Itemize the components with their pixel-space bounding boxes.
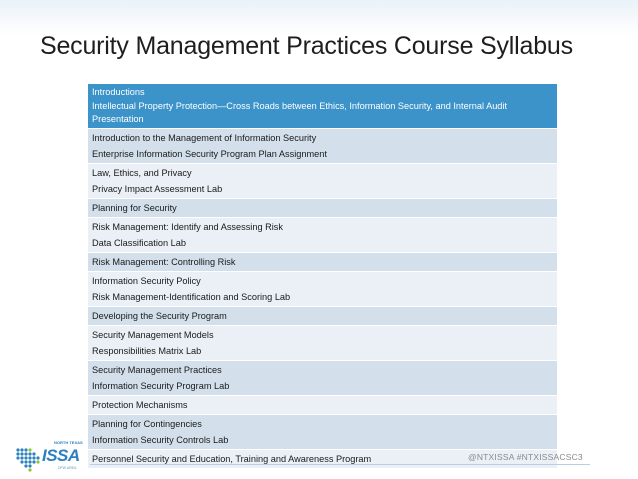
syllabus-row-line: Introductions (92, 87, 145, 97)
syllabus-row-line: Privacy Impact Assessment Lab (92, 183, 223, 194)
syllabus-row-line: Law, Ethics, and Privacy (92, 167, 192, 178)
syllabus-row (88, 415, 557, 450)
syllabus-row-line: Information Security Program Lab (92, 380, 230, 391)
logo-bottom-text: DFW AREA (58, 466, 77, 470)
syllabus-row-line: Risk Management: Identify and Assessing Risk (92, 221, 283, 232)
issa-logo (14, 440, 83, 476)
syllabus-row (88, 218, 557, 253)
syllabus-row-line: Risk Management-Identification and Scoring Lab (92, 291, 291, 302)
syllabus-row-line: Responsibilities Matrix Lab (92, 345, 202, 356)
syllabus-row-line: Enterprise Information Security Program Plan Assignment (92, 148, 327, 159)
top-gradient-band (0, 0, 638, 36)
syllabus-row (88, 199, 557, 218)
syllabus-row-line: Developing the Security Program (92, 310, 227, 321)
syllabus-row-line: Planning for Security (92, 202, 177, 213)
syllabus-row-line: Protection Mechanisms (92, 399, 188, 410)
syllabus-row-line: Information Security Controls Lab (92, 434, 229, 445)
syllabus-row-line: Information Security Policy (92, 275, 201, 286)
syllabus-table (88, 84, 557, 469)
syllabus-row-line: Data Classification Lab (92, 237, 186, 248)
texas-dots-icon (14, 444, 42, 472)
syllabus-row-line: Personnel Security and Education, Training and Awareness Program (92, 453, 372, 464)
syllabus-header-row (88, 84, 557, 129)
syllabus-row-line: Risk Management: Controlling Risk (92, 256, 236, 267)
syllabus-row (88, 253, 557, 272)
syllabus-row-line: Planning for Contingencies (92, 418, 202, 429)
footer-divider (90, 464, 590, 465)
slide-title: Security Management Practices Course Syllabus (40, 32, 573, 60)
logo-top-text: NORTH TEXAS (54, 440, 83, 445)
syllabus-row (88, 129, 557, 164)
syllabus-row-line: Intellectual Property Protection—Cross Roads between Ethics, Information Security, and Internal Audit Presentation (92, 100, 508, 124)
logo-main-text: ISSA (42, 446, 80, 465)
syllabus-row-line: Introduction to the Management of Information Security (92, 132, 317, 143)
syllabus-row (88, 361, 557, 396)
syllabus-row (88, 326, 557, 361)
footer-hashtags: @NTXISSA #NTXISSACSC3 (468, 452, 583, 462)
syllabus-row (88, 307, 557, 326)
syllabus-row (88, 396, 557, 415)
syllabus-row-line: Security Management Practices (92, 364, 222, 375)
syllabus-row-line: Security Management Models (92, 329, 214, 340)
syllabus-row (88, 272, 557, 307)
syllabus-row (88, 164, 557, 199)
